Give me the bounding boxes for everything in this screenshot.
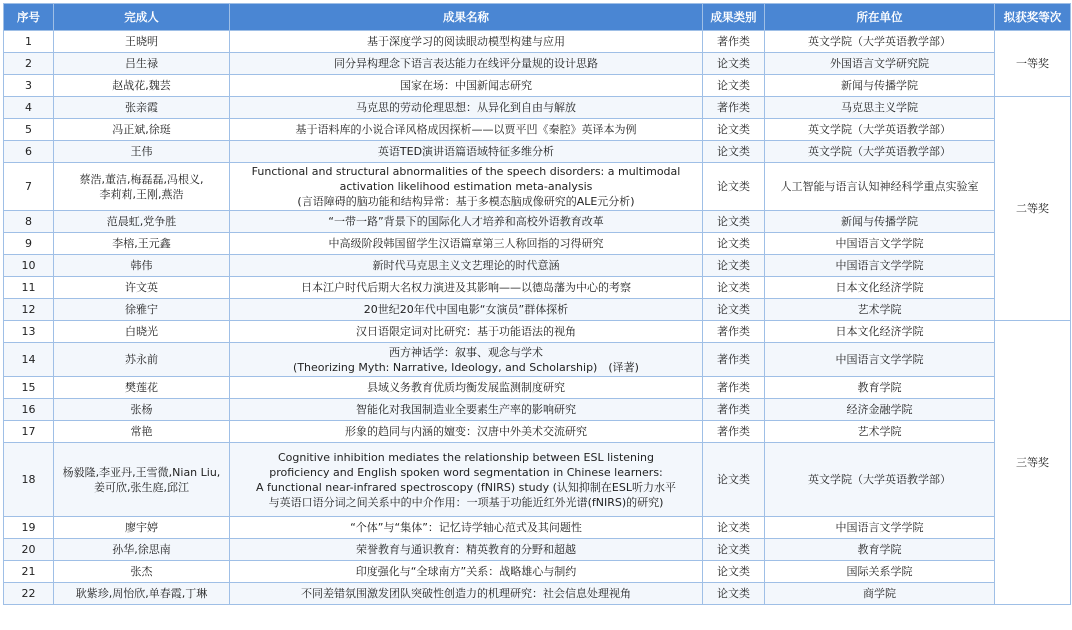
- table-row: [4, 141, 1071, 163]
- cell-no: 12: [4, 299, 54, 321]
- cell-unit: 教育学院: [765, 377, 995, 399]
- cell-unit: 英文学院（大学英语教学部）: [765, 31, 995, 53]
- cell-title-line: 同分异构理念下语言表达能力在线评分量规的设计思路: [334, 57, 598, 70]
- cell-category: 论文类: [703, 211, 765, 233]
- cell-no: 22: [4, 583, 54, 605]
- cell-authors-line: 蔡浩,董洁,梅磊磊,冯根义,: [79, 172, 204, 186]
- cell-category: 著作类: [703, 343, 765, 377]
- table-row: [4, 119, 1071, 141]
- cell-authors: [54, 583, 230, 605]
- table-row: [4, 255, 1071, 277]
- cell-authors: [54, 97, 230, 119]
- cell-title-line: 中高级阶段韩国留学生汉语篇章第三人称回指的习得研究: [328, 237, 604, 250]
- cell-no: 3: [4, 75, 54, 97]
- cell-title-line: 马克思的劳动伦理思想：从异化到自由与解放: [356, 101, 576, 114]
- cell-authors: [54, 343, 230, 377]
- cell-authors-line: 韩伟: [130, 259, 153, 272]
- cell-authors-line: 张亲霞: [125, 101, 158, 114]
- cell-category: 著作类: [703, 377, 765, 399]
- cell-category: 论文类: [703, 443, 765, 517]
- cell-no: 1: [4, 31, 54, 53]
- cell-title: [230, 53, 703, 75]
- cell-authors: [54, 299, 230, 321]
- cell-no: 9: [4, 233, 54, 255]
- cell-authors-line: 白晓光: [125, 325, 158, 338]
- cell-title-line: 20世纪20年代中国电影“女演员”群体探析: [363, 303, 569, 316]
- cell-title-line: 形象的趋同与内涵的嬗变：汉唐中外美术交流研究: [345, 425, 587, 438]
- cell-authors: [54, 141, 230, 163]
- cell-unit: 经济金融学院: [765, 399, 995, 421]
- cell-title: [230, 119, 703, 141]
- cell-authors-line: 杨毅隆,李亚丹,王雪微,Nian Liu,: [62, 465, 221, 479]
- cell-category: 著作类: [703, 321, 765, 343]
- cell-no: 4: [4, 97, 54, 119]
- cell-unit: 外国语言文学研究院: [765, 53, 995, 75]
- cell-authors: [54, 163, 230, 211]
- cell-title: [230, 539, 703, 561]
- cell-title-line: 日本江户时代后期大名权力演进及其影响——以德岛藩为中心的考察: [301, 281, 631, 294]
- table-row: [4, 233, 1071, 255]
- cell-title: [230, 163, 703, 211]
- table-row: [4, 517, 1071, 539]
- cell-authors: [54, 377, 230, 399]
- cell-unit: 艺术学院: [765, 421, 995, 443]
- cell-category: 论文类: [703, 583, 765, 605]
- cell-unit: 日本文化经济学院: [765, 277, 995, 299]
- cell-authors: [54, 321, 230, 343]
- cell-title-line: A functional near-infrared spectroscopy (fNIRS) study (认知抑制在ESL听力水平: [256, 480, 676, 494]
- cell-title-line: 基于深度学习的阅读眼动模型构建与应用: [367, 35, 565, 48]
- cell-authors: [54, 255, 230, 277]
- header-category: 成果类别: [703, 4, 765, 31]
- cell-title: [230, 399, 703, 421]
- cell-category: 论文类: [703, 539, 765, 561]
- cell-unit: 国际关系学院: [765, 561, 995, 583]
- cell-authors: [54, 443, 230, 517]
- cell-no: 6: [4, 141, 54, 163]
- cell-authors: [54, 119, 230, 141]
- cell-authors: [54, 399, 230, 421]
- cell-authors-line: 范晨虹,党争胜: [106, 215, 177, 228]
- cell-title-line: Cognitive inhibition mediates the relationship between ESL listening: [277, 450, 655, 464]
- cell-authors: [54, 233, 230, 255]
- cell-category: 著作类: [703, 31, 765, 53]
- cell-category: 著作类: [703, 399, 765, 421]
- cell-title-line: Functional and structural abnormalities of the speech disorders: a multimodal: [251, 165, 681, 178]
- header-row: [4, 4, 1071, 31]
- table-row: [4, 443, 1071, 517]
- cell-authors-line: 李榕,王元鑫: [112, 237, 171, 250]
- cell-title-line: 荣誉教育与通识教育：精英教育的分野和超越: [356, 543, 576, 556]
- table-row: [4, 421, 1071, 443]
- table-row: [4, 299, 1071, 321]
- cell-title: [230, 97, 703, 119]
- cell-unit: 中国语言文学学院: [765, 517, 995, 539]
- cell-title-line: (言语障碍的脑功能和结构异常：基于多模态脑成像研究的ALE元分析): [297, 195, 635, 208]
- cell-title-line: 印度强化与“全球南方”关系：战略雄心与制约: [355, 565, 577, 578]
- cell-category: 论文类: [703, 53, 765, 75]
- cell-unit: 人工智能与语言认知神经科学重点实验室: [765, 163, 995, 211]
- cell-no: 18: [4, 443, 54, 517]
- table-row: [4, 343, 1071, 377]
- header-authors: 完成人: [54, 4, 230, 31]
- cell-unit: 中国语言文学学院: [765, 233, 995, 255]
- cell-title: [230, 277, 703, 299]
- cell-award-level: 三等奖: [995, 321, 1071, 605]
- cell-unit: 马克思主义学院: [765, 97, 995, 119]
- cell-no: 19: [4, 517, 54, 539]
- cell-title: [230, 443, 703, 517]
- table-row: [4, 31, 1071, 53]
- cell-title-line: (Theorizing Myth: Narrative, Ideology, and Scholarship) (译著): [293, 360, 639, 374]
- cell-unit: 中国语言文学学院: [765, 255, 995, 277]
- cell-authors: [54, 211, 230, 233]
- cell-title-line: “一带一路”背景下的国际化人才培养和高校外语教育改革: [328, 215, 604, 228]
- cell-title-line: proficiency and English spoken word segmentation in Chinese learners:: [269, 465, 663, 479]
- cell-authors-line: 樊莲花: [125, 381, 158, 394]
- cell-title-line: 英语TED演讲语篇语域特征多维分析: [377, 145, 555, 158]
- cell-authors: [54, 53, 230, 75]
- cell-category: 论文类: [703, 233, 765, 255]
- cell-title: [230, 343, 703, 377]
- cell-authors-line: 李莉莉,王刚,燕浩: [99, 187, 184, 201]
- cell-no: 17: [4, 421, 54, 443]
- cell-title-line: 不同差错氛围激发团队突破性创造力的机理研究：社会信息处理视角: [301, 587, 631, 600]
- cell-title-line: 新时代马克思主义文艺理论的时代意涵: [372, 259, 560, 272]
- cell-no: 21: [4, 561, 54, 583]
- table-body: [4, 31, 1071, 605]
- cell-no: 14: [4, 343, 54, 377]
- cell-unit: 中国语言文学学院: [765, 343, 995, 377]
- cell-category: 论文类: [703, 119, 765, 141]
- cell-no: 20: [4, 539, 54, 561]
- header-title: 成果名称: [230, 4, 703, 31]
- cell-title-line: 与英语口语分词之间关系中的中介作用：一项基于功能近红外光谱(fNIRS)的研究): [268, 495, 664, 509]
- cell-title: [230, 561, 703, 583]
- cell-authors-line: 孙华,徐思南: [112, 543, 171, 556]
- cell-title: [230, 421, 703, 443]
- cell-authors-line: 吕生禄: [125, 57, 158, 70]
- table-row: [4, 377, 1071, 399]
- cell-category: 论文类: [703, 561, 765, 583]
- table-row: [4, 75, 1071, 97]
- awards-table-container: [3, 3, 1070, 605]
- table-row: [4, 163, 1071, 211]
- cell-unit: 教育学院: [765, 539, 995, 561]
- cell-authors-line: 王伟: [130, 145, 153, 158]
- cell-title: [230, 233, 703, 255]
- cell-no: 15: [4, 377, 54, 399]
- cell-authors-line: 徐雅宁: [125, 303, 158, 316]
- cell-unit: 日本文化经济学院: [765, 321, 995, 343]
- cell-authors-line: 张杨: [130, 403, 153, 416]
- cell-authors: [54, 421, 230, 443]
- cell-no: 7: [4, 163, 54, 211]
- cell-authors-line: 常艳: [130, 425, 153, 438]
- table-row: [4, 561, 1071, 583]
- cell-category: 论文类: [703, 255, 765, 277]
- awards-table: [3, 3, 1071, 605]
- cell-no: 13: [4, 321, 54, 343]
- cell-authors-line: 廖宇婷: [125, 521, 158, 534]
- cell-category: 论文类: [703, 299, 765, 321]
- cell-title-line: 西方神话学：叙事、观念与学术: [389, 345, 543, 359]
- cell-unit: 英文学院（大学英语教学部）: [765, 443, 995, 517]
- cell-category: 论文类: [703, 163, 765, 211]
- cell-authors-line: 王晓明: [125, 35, 158, 48]
- cell-authors: [54, 561, 230, 583]
- cell-authors-line: 冯正斌,徐珽: [112, 123, 171, 136]
- table-row: [4, 583, 1071, 605]
- cell-category: 论文类: [703, 277, 765, 299]
- cell-title-line: 汉日语限定词对比研究：基于功能语法的视角: [356, 325, 576, 338]
- table-row: [4, 53, 1071, 75]
- cell-authors: [54, 31, 230, 53]
- table-row: [4, 97, 1071, 119]
- cell-unit: 商学院: [765, 583, 995, 605]
- cell-no: 16: [4, 399, 54, 421]
- cell-title: [230, 211, 703, 233]
- cell-title: [230, 141, 703, 163]
- table-row: [4, 321, 1071, 343]
- cell-no: 11: [4, 277, 54, 299]
- cell-authors-line: 耿紫珍,周怡欣,单春霞,丁琳: [75, 587, 208, 600]
- cell-title: [230, 75, 703, 97]
- cell-title: [230, 299, 703, 321]
- cell-unit: 英文学院（大学英语教学部）: [765, 141, 995, 163]
- cell-title: [230, 517, 703, 539]
- cell-title: [230, 31, 703, 53]
- cell-title-line: activation likelihood estimation meta-analysis: [339, 180, 593, 193]
- cell-category: 著作类: [703, 421, 765, 443]
- table-row: [4, 399, 1071, 421]
- cell-category: 论文类: [703, 75, 765, 97]
- table-row: [4, 277, 1071, 299]
- cell-authors: [54, 75, 230, 97]
- cell-unit: 新闻与传播学院: [765, 211, 995, 233]
- cell-award-level: 一等奖: [995, 31, 1071, 97]
- cell-authors-line: 苏永前: [125, 353, 158, 366]
- cell-no: 2: [4, 53, 54, 75]
- cell-no: 10: [4, 255, 54, 277]
- cell-title: [230, 377, 703, 399]
- cell-award-level: 二等奖: [995, 97, 1071, 321]
- cell-title-line: “个体”与“集体”：记忆诗学轴心范式及其问题性: [350, 521, 582, 534]
- cell-unit: 新闻与传播学院: [765, 75, 995, 97]
- cell-no: 5: [4, 119, 54, 141]
- cell-title-line: 国家在场：中国新闻志研究: [400, 79, 532, 92]
- header-no: 序号: [4, 4, 54, 31]
- cell-title-line: 智能化对我国制造业全要素生产率的影响研究: [356, 403, 576, 416]
- cell-title-line: 县域义务教育优质均衡发展监测制度研究: [367, 381, 565, 394]
- table-row: [4, 539, 1071, 561]
- cell-authors: [54, 517, 230, 539]
- cell-unit: 英文学院（大学英语教学部）: [765, 119, 995, 141]
- cell-authors-line: 许文英: [125, 281, 158, 294]
- cell-no: 8: [4, 211, 54, 233]
- cell-title: [230, 321, 703, 343]
- cell-authors: [54, 277, 230, 299]
- cell-authors-line: 姜可欣,张生庭,邱江: [94, 480, 189, 494]
- header-award-level: 拟获奖等次: [995, 4, 1071, 31]
- cell-unit: 艺术学院: [765, 299, 995, 321]
- cell-category: 论文类: [703, 141, 765, 163]
- header-unit: 所在单位: [765, 4, 995, 31]
- cell-authors-line: 张杰: [130, 565, 153, 578]
- cell-title: [230, 255, 703, 277]
- table-row: [4, 211, 1071, 233]
- cell-category: 著作类: [703, 97, 765, 119]
- cell-title-line: 基于语料库的小说合译风格成因探析——以贾平凹《秦腔》英译本为例: [295, 123, 637, 136]
- cell-authors: [54, 539, 230, 561]
- cell-title: [230, 583, 703, 605]
- cell-authors-line: 赵战花,魏芸: [112, 79, 171, 92]
- cell-category: 论文类: [703, 517, 765, 539]
